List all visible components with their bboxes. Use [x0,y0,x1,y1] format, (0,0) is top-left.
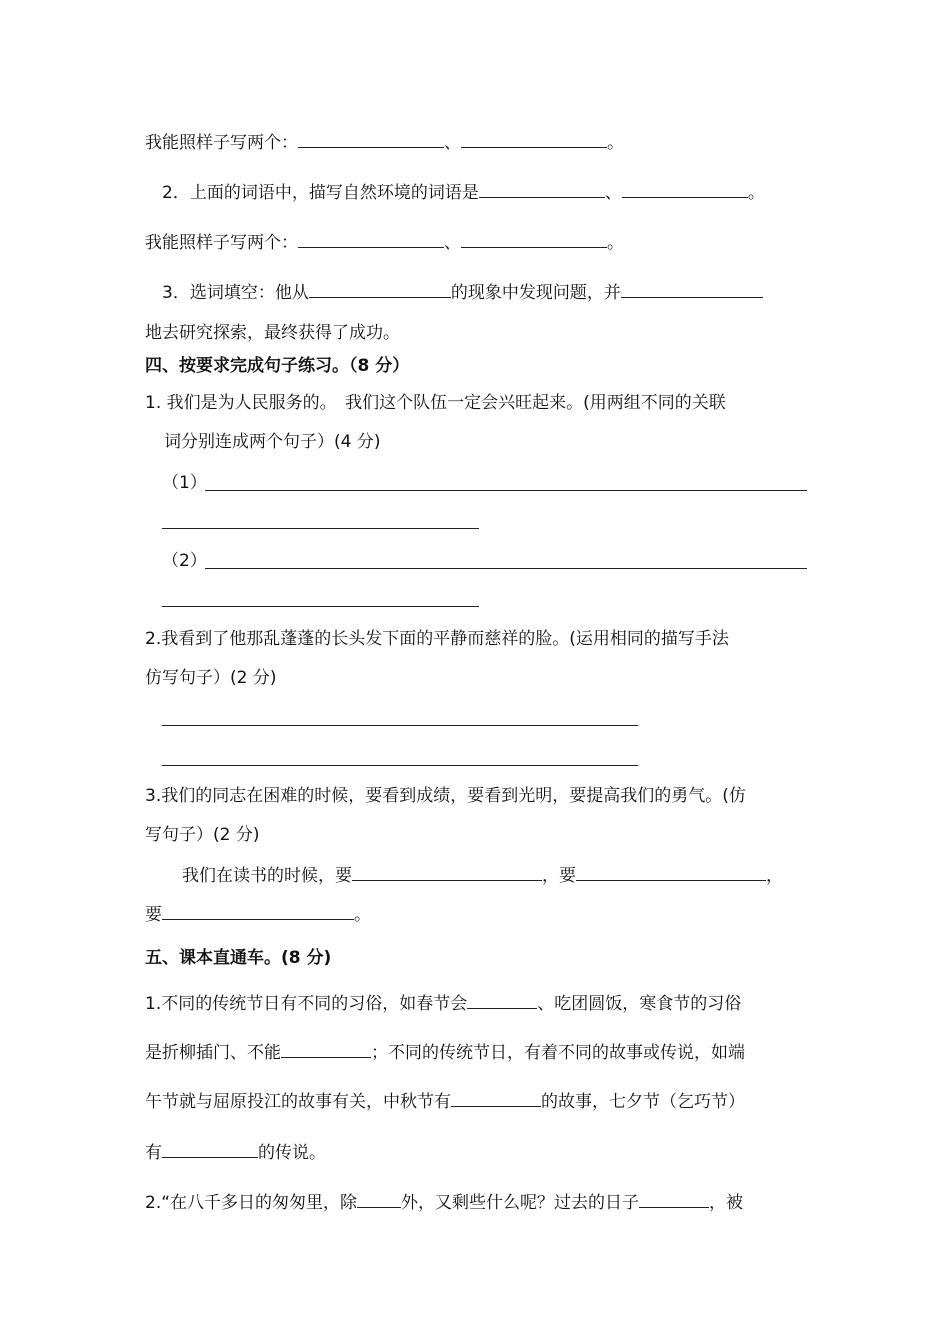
question-text: 午节就与屈原投江的故事有关，中秋节有 [145,1092,451,1112]
question-text: 的传说。 [258,1143,326,1163]
prompt-text: 我能照样子写两个： [145,233,298,253]
question-5-1-line1 [145,992,741,1015]
answer-line[interactable] [162,725,638,726]
period: 。 [747,183,765,203]
question-5-1-line4 [145,1141,326,1164]
answer-blank[interactable] [298,131,444,148]
answer-blank[interactable] [357,1191,401,1208]
fill-line-2 [145,231,624,254]
answer-blank[interactable] [576,864,766,881]
period: 。 [607,133,624,153]
question-text: 2．上面的词语中，描写自然环境的词语是 [162,183,479,203]
question-text: ，要 [542,866,576,886]
question-4-3-line1: 3.我们的同志在困难的时候，要看到成绩，要看到光明，要提高我们的勇气。(仿 [145,786,746,806]
section-5-heading: 五、课本直通车。(8 分) [145,948,332,968]
question-4-3-fill-cont [145,903,371,926]
answer-line[interactable] [205,490,807,491]
question-3-2 [162,181,765,204]
question-text: 我们在读书的时候，要 [182,866,352,886]
question-4-2-line2: 仿写句子）(2 分) [145,668,277,688]
separator: 、 [444,233,461,253]
answer-blank[interactable] [622,181,748,198]
answer-blank[interactable] [639,1191,709,1208]
answer-line[interactable] [162,528,479,529]
question-4-3-line2: 写句子）(2 分) [145,825,260,845]
answer-1-label: （1） [162,473,207,493]
question-5-1-line3 [145,1090,745,1113]
answer-blank[interactable] [309,281,451,298]
answer-line[interactable] [162,606,479,607]
question-4-3-fill [182,864,783,887]
question-text: 的现象中发现问题，并 [450,283,621,303]
prompt-text: 我能照样子写两个： [145,133,298,153]
answer-blank[interactable] [479,181,605,198]
question-text: 有 [145,1143,162,1163]
question-5-2-line1 [145,1191,743,1214]
answer-blank[interactable] [467,992,537,1009]
question-4-1-line2: 词分别连成两个句子）(4 分) [164,432,381,452]
section-4-heading: 四、按要求完成句子练习。（8 分） [145,356,410,376]
answer-blank[interactable] [298,231,444,248]
answer-blank[interactable] [621,281,763,298]
answer-line[interactable] [162,765,638,766]
question-text: 要 [145,905,162,925]
fill-line-1 [145,131,624,154]
separator: 、 [444,133,461,153]
question-4-2-line1: 2.我看到了他那乱蓬蓬的长头发下面的平静而慈祥的脸。(运用相同的描写手法 [145,629,729,649]
answer-blank[interactable] [281,1041,371,1058]
answer-blank[interactable] [162,903,354,920]
period: 。 [607,233,624,253]
question-4-1-line1: 1. 我们是为人民服务的。 我们这个队伍一定会兴旺起来。(用两组不同的关联 [145,393,726,413]
question-3-3 [162,281,763,304]
answer-blank[interactable] [162,1141,258,1158]
answer-blank[interactable] [461,231,607,248]
answer-blank[interactable] [451,1090,541,1107]
answer-blank[interactable] [352,864,542,881]
question-text: 3．选词填空：他从 [162,283,309,303]
question-text: 外，又剩些什么呢？过去的日子 [401,1193,640,1213]
question-text: ，被 [709,1193,744,1213]
question-text: 、吃团圆饭，寒食节的习俗 [537,994,742,1014]
question-5-1-line2 [145,1041,745,1064]
answer-line[interactable] [205,568,807,569]
question-text: 的故事，七夕节（乞巧节） [541,1092,745,1112]
answer-blank[interactable] [461,131,607,148]
answer-2-label: （2） [162,551,207,571]
question-3-3-cont: 地去研究探索，最终获得了成功。 [145,323,400,343]
period: 。 [354,905,371,925]
question-text: 是折柳插门、不能 [145,1043,281,1063]
question-text: ；不同的传统节日，有着不同的故事或传说，如端 [371,1043,745,1063]
question-text: 1.不同的传统节日有不同的习俗，如春节会 [145,994,468,1014]
question-text: ， [766,866,783,886]
separator: 、 [604,183,622,203]
question-text: 2.“在八千多日的匆匆里，除 [145,1193,358,1213]
